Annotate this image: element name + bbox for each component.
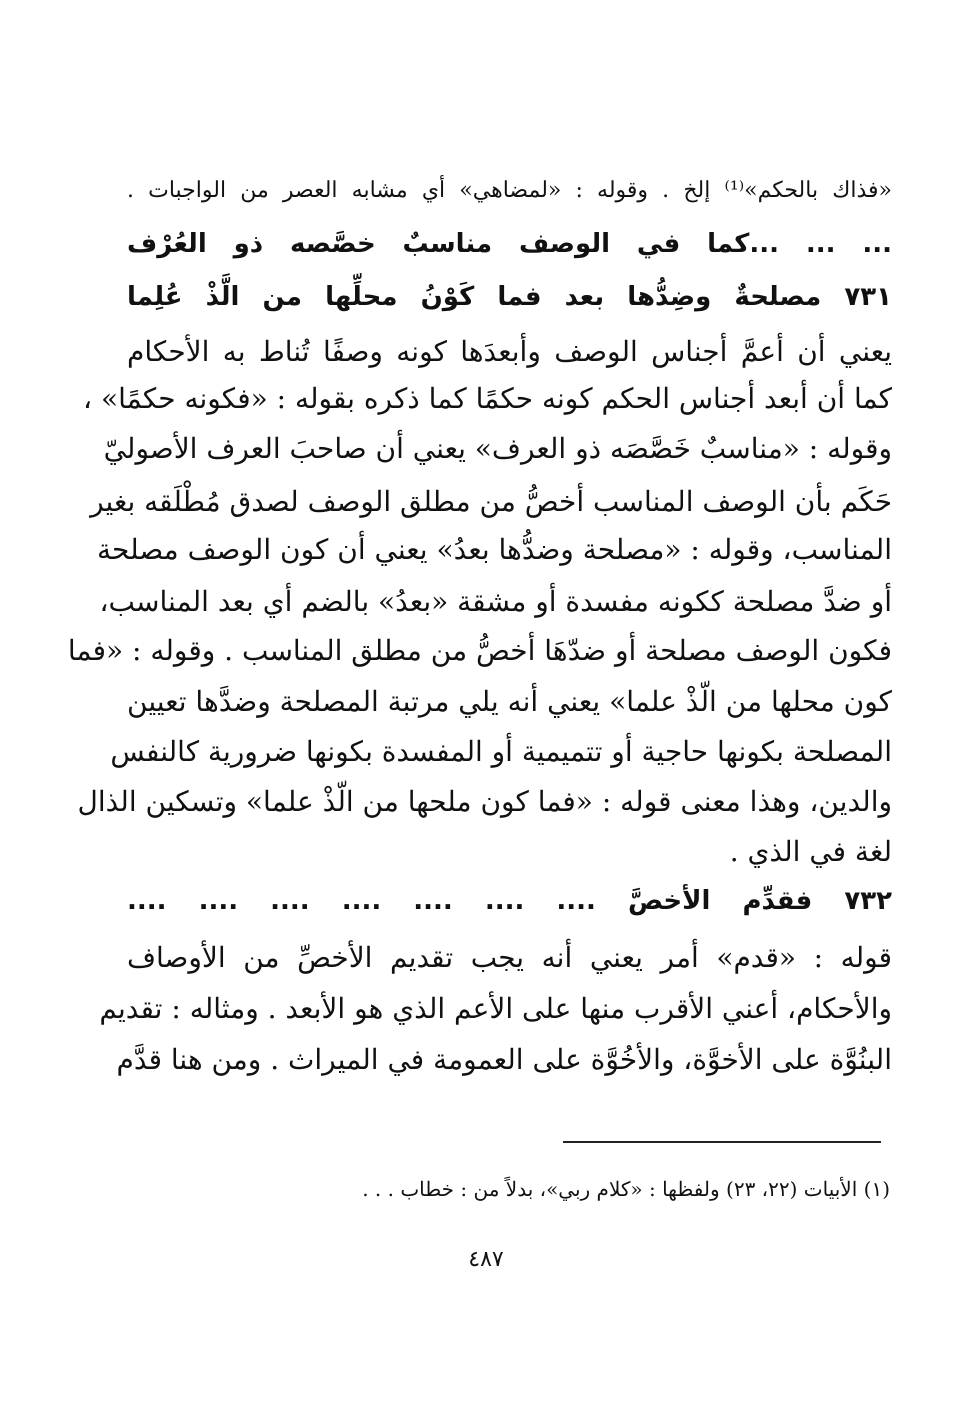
text-line-13: والدين، وهذا معنى قوله : «فما كون ملحها من الّذْ علما» وتسكين الذال bbox=[77, 785, 892, 818]
footnote-separator bbox=[563, 1141, 881, 1143]
text-line-11: كون محلها من الّذْ علما» يعني أنه يلي مرتبة المصلحة وضدَّها تعيين bbox=[127, 685, 892, 718]
page-number: ٤٨٧ bbox=[468, 1247, 504, 1272]
text-line-18: البنُوَّة على الأخوَّة، والأخُوَّة على العمومة في الميراث . ومن هنا قدَّم bbox=[116, 1043, 892, 1076]
verse-line-15: ٧٣٢ فقدِّم الأخصَّ .... .... .... .... .... .... .... bbox=[127, 886, 892, 916]
verse-line-3: ٧٣١ مصلحةٌ وضِدُّها بعد فما كَوْنُ محلِّها من الَّذْ عُلِما bbox=[127, 282, 892, 312]
text-line-6: وقوله : «مناسبٌ خَصَّصَه ذو العرف» يعني أن صاحبَ العرف الأصوليّ bbox=[103, 432, 892, 465]
text-line-5: كما أن أبعد أجناس الحكم كونه حكمًا كما ذكره بقوله : «فكونه حكمًا» ، bbox=[83, 382, 892, 415]
verse-line-2: ... ... ...كما في الوصف مناسبٌ خصَّصه ذو العُرْف bbox=[127, 229, 892, 259]
text-line-4: يعني أن أعمَّ أجناس الوصف وأبعدَها كونه وصفًا تُناط به الأحكام bbox=[127, 335, 892, 368]
text-line-9: أو ضدَّ مصلحة ككونه مفسدة أو مشقة «بعدُ» بالضم أي بعد المناسب، bbox=[99, 585, 892, 618]
text-line-1: «فذاك بالحكم»⁽¹⁾ إلخ . وقوله : «لمضاهي» أي مشابه العصر من الواجبات . bbox=[127, 178, 892, 203]
text-line-16: قوله : «قدم» أمر يعني أنه يجب تقديم الأخصِّ من الأوصاف bbox=[127, 941, 892, 974]
text-line-8: المناسب، وقوله : «مصلحة وضدُّها بعدُ» يعني أن كون الوصف مصلحة bbox=[97, 533, 892, 566]
text-line-12: المصلحة بكونها حاجية أو تتميمية أو المفسدة بكونها ضرورية كالنفس bbox=[110, 735, 892, 768]
text-line-17: والأحكام، أعني الأقرب منها على الأعم الذي هو الأبعد . ومثاله : تقديم bbox=[99, 992, 892, 1025]
footnote: (١) الأبيات (٢٢، ٢٣) ولفظها : «كلام ربي»، بدلاً من : خطاب . . . bbox=[362, 1177, 890, 1201]
text-line-10: فكون الوصف مصلحة أو ضدّهَا أخصُّ من مطلق المناسب . وقوله : «فما bbox=[67, 634, 892, 667]
text-line-14: لغة في الذي . bbox=[729, 835, 892, 868]
text-line-7: حَكَم بأن الوصف المناسب أخصُّ من مطلق الوصف لصدق مُطْلَقه بغير bbox=[90, 485, 892, 518]
